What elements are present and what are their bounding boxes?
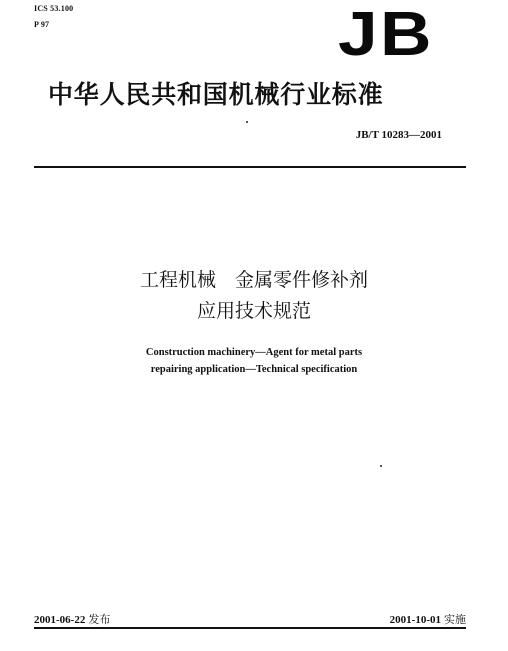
implement-date-block xyxy=(390,611,466,627)
scan-speck xyxy=(380,465,382,467)
english-title-line-1: Construction machinery—Agent for metal parts xyxy=(145,347,363,358)
ics-code: ICS 53.100 xyxy=(34,4,74,13)
chinese-title-line-1: 工程机械 金属零件修补剂 xyxy=(139,269,368,291)
top-divider xyxy=(34,166,466,168)
classification-code: P 97 xyxy=(34,20,50,29)
implement-label: 实施 xyxy=(444,613,466,626)
bottom-divider xyxy=(34,627,466,629)
organization-title: 中华人民共和国机械行业标准 xyxy=(48,80,384,109)
scan-speck xyxy=(246,121,248,123)
chinese-title-line-2: 应用技术规范 xyxy=(196,300,311,322)
english-title-line-2: repairing application—Technical specification xyxy=(150,364,358,375)
standard-number: JB/T 10283—2001 xyxy=(355,129,442,141)
publish-label: 发布 xyxy=(88,613,111,626)
publish-date: 2001-06-22 xyxy=(34,614,86,626)
publish-date-block xyxy=(34,611,110,627)
implement-date: 2001-10-01 xyxy=(389,614,441,626)
jb-logo: JB xyxy=(338,0,434,69)
